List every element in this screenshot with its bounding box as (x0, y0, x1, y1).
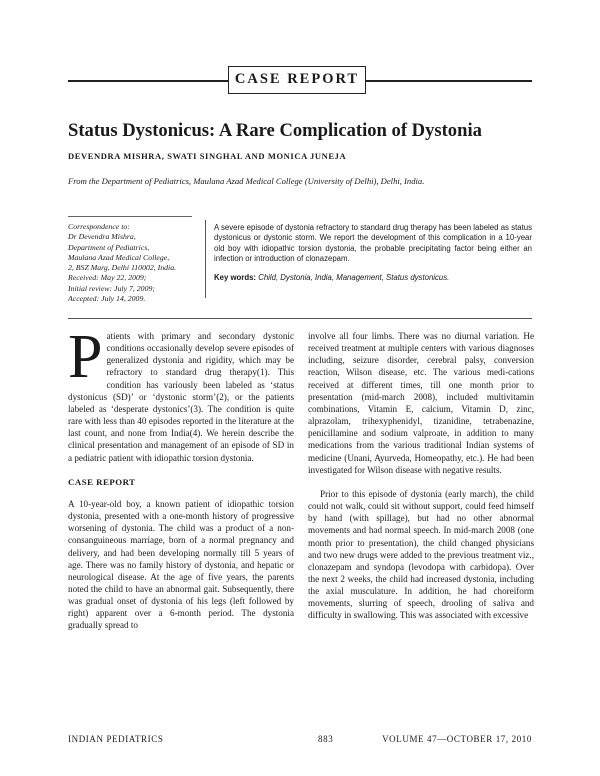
intro-paragraph (68, 323, 294, 464)
intro-text: atients with primary and secondary dystonic conditions occasionally develop severe episodes of generalized dystonia and rigidity, which may be refractory to standard drug therapy(1). This condition has variously been labeled as ‘status dystonicus (SD)’ or ‘dystonic storm’(2), or the patients labeled as ‘desperate dystonics’(3). The condition is quite rare with less than 40 episodes reported in the literature at the last count, and none from India(4). We herein describe the clinical presentation and management of an episode of SD in a pediatric patient with idiopathic torsion dystonia. (68, 331, 294, 463)
body-column-right (308, 330, 534, 622)
column-separator (205, 220, 206, 298)
right-paragraph-1: involve all four limbs. There was no diurnal variation. He received treatment at multiple centers with various diagnoses including, seizure disorder, cerebral palsy, conversion reaction, Wilson disease, etc. The various medi-cations received at different times, till one month prior to presentation (mid-march 2008), included multivitamin combinations, Vitamin E, calcium, Vitamin D, zinc, alprazolam, trihexyphenidyl, tizanidine, tetrabenazine, penicillamine and sodium valproate, in addition to many medications from the various traditional Indian systems of medicine (Unani, Ayurveda, Homeopathy, etc.). He had been investigated for Wilson disease with negative results. (308, 331, 534, 475)
paragraph-gap (308, 476, 534, 488)
keywords-label: Key words: (214, 273, 257, 282)
article-authors: DEVENDRA MISHRA, SWATI SINGHAL AND MONICA JUNEJA (68, 151, 347, 161)
footer-page-number: 883 (318, 734, 334, 744)
keywords (214, 273, 532, 282)
drop-cap: P (68, 323, 103, 391)
abstract-rule (68, 318, 532, 319)
case-report-heading: CASE REPORT (68, 476, 136, 487)
footer-volume: VOLUME 47—OCTOBER 17, 2010 (382, 734, 532, 744)
correspondence-line: Received: May 22, 2009; (68, 273, 147, 283)
correspondence-line: Dr Devendra Mishra, (68, 232, 136, 242)
page-footer (68, 734, 532, 748)
correspondence-block (68, 222, 198, 304)
correspondence-line: Maulana Azad Medical College, (68, 252, 170, 262)
keywords-text: Child, Dystonia, India, Management, Status dystonicus. (258, 273, 450, 282)
article-affiliation: From the Department of Pediatrics, Maulana Azad Medical College (University of Delhi), Delhi, India. (68, 176, 425, 186)
correspondence-line: Department of Pediatrics, (68, 242, 150, 252)
body-column-left (68, 323, 294, 632)
right-paragraph-2: Prior to this episode of dystonia (early march), the child could not walk, could sit without support, could feed himself by hand (with spillage), but had no other abnormal movements and had normal speech. In mid-march 2008 (one month prior to presentation), the child changed physicians and two new drugs were added to the previous treatment viz., clonazepam and syndopa (levodopa with carbidopa). Over the next 2 weeks, the child had increased dystonia, including the axial musculature. In addition, he had choreiform movements, slurring of speech, drooling of saliva and difficulty in swallowing. This was associated with excessive (308, 488, 534, 621)
article-title: Status Dystonicus: A Rare Complication of Dystonia (68, 120, 482, 141)
case-paragraph-1: A 10-year-old boy, a known patient of idiopathic torsion dystonia, presented with a one-month history of progressive worsening of dystonia. The child was a product of a non-consanguineous marriage, born of a normal pregnancy and delivery, and had been developing normally till 5 years of age. There was no family history of dystonia, and hepatic or neurological disease. At the age of five years, the parents noted the child to have an abnormal gait. Subsequently, there was gradual onset of dystonia of his legs (left followed by right) apparent over a 6-month period. The dystonia gradually spread to (68, 498, 294, 631)
correspondence-line: Accepted: July 14, 2009. (68, 294, 146, 304)
section-label: CASE REPORT (228, 66, 366, 94)
correspondence-line: Initial review: July 7, 2009; (68, 283, 155, 293)
abstract-text: A severe episode of dystonia refractory to standard drug therapy has been labeled as status dystonicus or dystonic storm. We report the development of this complication in a 10-year old boy with idiopathic torsion dystonia, the probable precipitating factor being either an infection or introduction of clonazepam. (214, 223, 532, 264)
correspondence-line: 2, BSZ Marg, Delhi 110002, India. (68, 263, 177, 273)
correspondence-rule (68, 216, 192, 217)
footer-journal: INDIAN PEDIATRICS (68, 734, 164, 744)
correspondence-line: Correspondence to: (68, 222, 130, 231)
